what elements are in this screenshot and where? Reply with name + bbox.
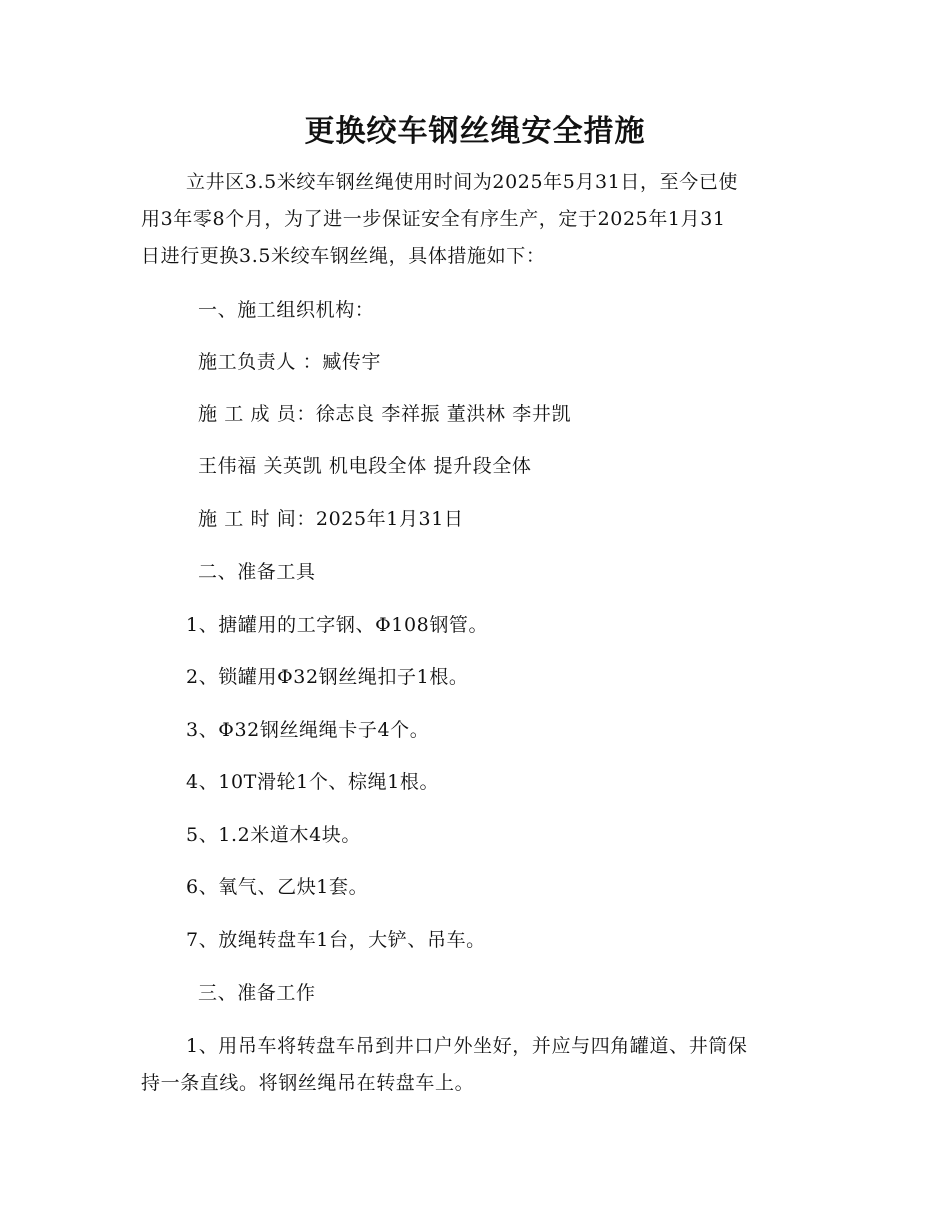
tool-item-3: 3、Φ32钢丝绳绳卡子4个。 [186,719,430,741]
section3-heading: 三、准备工作 [198,982,316,1004]
tool-item-7: 7、放绳转盘车1台，大铲、吊车。 [186,929,486,951]
construction-leader: 施工负责人 ：臧传宇 [198,351,382,373]
construction-members-line-2: 王伟福 关英凯 机电段全体 提升段全体 [198,455,532,477]
intro-line-2: 用3年零8个月，为了进一步保证安全有序生产，定于2025年1月31 [141,208,726,230]
section1-heading: 一、施工组织机构： [198,299,375,321]
document-title: 更换绞车钢丝绳安全措施 [304,114,646,149]
tool-item-2: 2、锁罐用Φ32钢丝绳扣子1根。 [186,666,469,688]
construction-members-line-1: 施 工 成 员：徐志良 李祥振 董洪林 李井凯 [198,403,572,425]
intro-line-1: 立井区3.5米绞车钢丝绳使用时间为2025年5月31日，至今已使 [186,171,739,193]
intro-line-3: 日进行更换3.5米绞车钢丝绳，具体措施如下： [141,245,546,267]
tool-item-5: 5、1.2米道木4块。 [186,824,361,846]
tool-item-1: 1、搪罐用的工字钢、Φ108钢管。 [186,614,489,636]
prep-item-1-line-2: 持一条直线。将钢丝绳吊在转盘车上。 [141,1072,475,1094]
prep-item-1-line-1: 1、用吊车将转盘车吊到井口户外坐好，并应与四角罐道、井筒保 [186,1035,748,1057]
tool-item-4: 4、10T滑轮1个、棕绳1根。 [186,771,440,793]
tool-item-6: 6、氧气、乙炔1套。 [186,876,369,898]
section2-heading: 二、准备工具 [198,561,316,583]
construction-time: 施 工 时 间：2025年1月31日 [198,508,464,530]
